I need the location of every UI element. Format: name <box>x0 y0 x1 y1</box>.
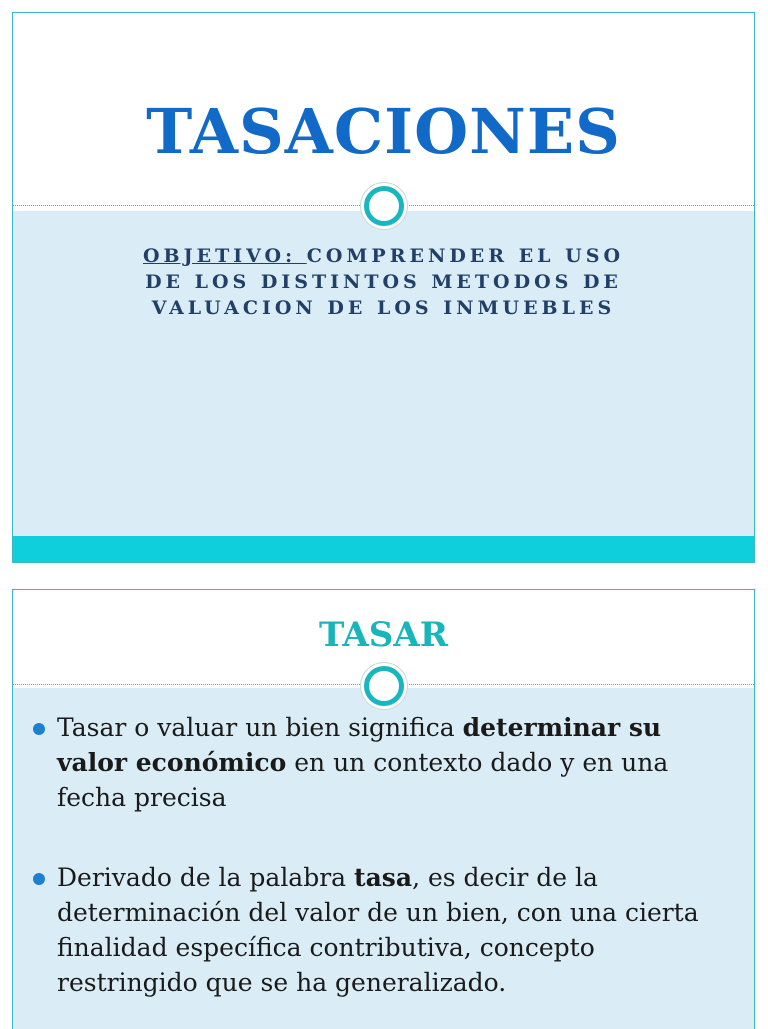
objective-line-3: VALUACION DE LOS INMUEBLES <box>151 297 616 319</box>
bullet-text-part: en un contexto dado y en una fecha precisa <box>57 748 669 812</box>
objective-line-1: COMPRENDER EL USO <box>306 245 624 267</box>
bullet-item <box>33 710 733 815</box>
bullet-text <box>33 860 733 1000</box>
bullet-text <box>33 710 733 815</box>
objective-subtitle <box>93 243 674 321</box>
bullet-text-bold: tasa <box>354 863 413 892</box>
objective-label: OBJETIVO: <box>143 245 307 267</box>
presentation-title: TASACIONES <box>146 95 621 168</box>
bullet-item <box>33 860 733 1000</box>
bullet-text-part: , es decir de la determinación del valor de un bien, con una cierta finalidad específica contributiva, concepto restringido que se ha generalizado. <box>57 863 699 997</box>
slide-title <box>12 12 755 563</box>
bullet-text-part: Tasar o valuar un bien significa <box>57 713 463 742</box>
bullet-dot-icon <box>33 723 45 735</box>
circle-ornament-icon <box>364 186 404 226</box>
bullet-text-bold: determinar su valor económico <box>57 713 662 777</box>
slide-title-tasar: TASAR <box>318 615 448 655</box>
bullet-text-part: Derivado de la palabra <box>57 863 355 892</box>
bottom-accent-band <box>13 536 754 562</box>
objective-line-2: DE LOS DISTINTOS METODOS DE <box>145 271 622 293</box>
circle-ornament-icon <box>364 666 404 706</box>
slide-tasar <box>12 589 755 1029</box>
bullet-dot-icon <box>33 873 45 885</box>
